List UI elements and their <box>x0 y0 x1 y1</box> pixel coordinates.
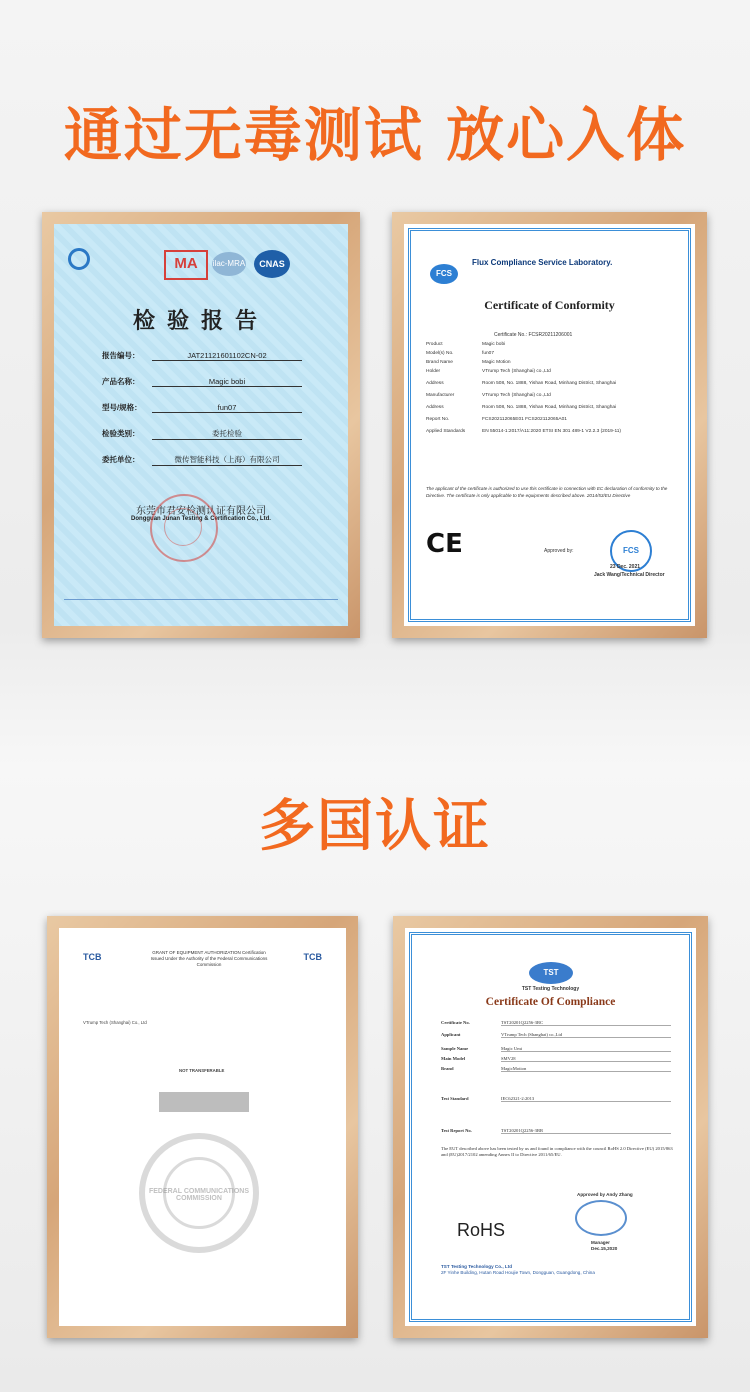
lab-logo-icon <box>68 248 90 270</box>
cert-field: Brand MagicMotion <box>441 1066 681 1072</box>
cert-field: Report No. FCS202112065E01 FCS202112065A01 <box>426 417 567 422</box>
rohs-mark: RoHS <box>457 1220 506 1240</box>
headline-certifications: 多国认证 <box>259 794 491 859</box>
report-row: 检验类别： 委托检验 <box>102 428 322 440</box>
issuer-address: 2F Yinhe Building, Hutan Road Houjie Town, Dongguan, Guangdong, China <box>441 1270 595 1275</box>
cnas-mark: CNAS <box>254 250 290 278</box>
cert-field: Sample Name Magic Umi <box>441 1046 681 1052</box>
ilac-mark: ilac-MRA <box>212 252 246 276</box>
signer-name: Jack Wang/Technical Director <box>594 572 665 578</box>
rohs-certificate-title: Certificate Of Compliance <box>485 996 616 1008</box>
cert-field: Brand Name Magic Motion <box>426 360 511 365</box>
tst-logo-icon: TST <box>529 962 573 984</box>
approved-by-label: Approved by: <box>544 548 574 554</box>
compliance-statement: The EUT described above has been tested by us and found in compliance with the council RoHS 2.0 Directive (EU) 2015/863 and (EU)2017/2102 amending Annex II to Directive 2011/65/EU. <box>441 1146 673 1157</box>
cert-field: Holder VTrump Tech (Shanghai) co.,Ltd <box>426 369 551 374</box>
ce-certificate-paper <box>404 224 695 626</box>
cert-field: Product Magic bobi <box>426 342 506 347</box>
tst-company-short: TST Testing Technology <box>521 986 580 992</box>
issuer-name-cn: 东莞市君安检测认证有限公司 <box>136 506 266 517</box>
certificate-frame-fcc <box>47 916 358 1338</box>
manager-label: Manager <box>591 1240 610 1245</box>
fcs-logo-icon: FCS <box>430 264 458 284</box>
cert-field: Applied Standards EN 55014-1:2017/A11:2020 ETSI EN 301 489-1 V2.2.3 (2019-11) <box>426 429 622 434</box>
issuer-name-en: Dongguan Junan Testing & Certification Co., Ltd. <box>131 516 271 522</box>
rohs-certificate-paper <box>405 928 696 1326</box>
signature-seal-icon <box>575 1200 627 1236</box>
report-footer <box>64 599 338 602</box>
issuer-footer <box>441 1264 681 1276</box>
manager-block <box>591 1240 617 1252</box>
certificate-border <box>408 228 691 622</box>
cma-mark: MA <box>164 250 208 280</box>
conformity-note: The applicant of the certificate is authorized to use this certificate in connection with EC declaration of conformity to the Directive. The certificate is only applicable to the equipments described above. 2014/53/EU Directive <box>426 486 668 498</box>
ce-mark: CE <box>426 529 463 559</box>
ce-certificate-title: Certificate of Conformity <box>484 298 615 312</box>
test-report-paper <box>54 224 348 626</box>
report-row: 委托单位： 微传智能科技（上海）有限公司 <box>102 454 322 466</box>
redacted-block <box>159 1092 249 1112</box>
cert-field: Address Room 508, No. 1888, Yishan Road, Minhang District, Shanghai <box>426 381 617 386</box>
tcb-label-left: TCB <box>83 952 102 962</box>
report-title: 检验报告 <box>132 309 269 334</box>
cert-field: Model(s) No. fun07 <box>426 351 495 356</box>
report-row: 型号/规格： fun07 <box>102 402 322 413</box>
cert-field: Applicant VTrump Tech (Shanghai) co.,Ltd <box>441 1032 681 1038</box>
lab-name: Flux Compliance Service Laboratory. <box>472 258 613 267</box>
grantee-name: VTrump Tech (Shanghai) Co., Ltd <box>83 1020 147 1025</box>
cert-field: Address Room 508, No. 1888, Yishan Road, Minhang District, Shanghai <box>426 405 617 410</box>
certificate-frame-ce <box>392 212 707 638</box>
report-row: 报告编号： JAT21121601102CN-02 <box>102 350 322 361</box>
issue-date: Dec.15,2020 <box>591 1246 618 1251</box>
issue-date: 23 Dec. 2021 <box>610 564 641 570</box>
red-seal-inner-icon <box>164 508 202 546</box>
issuer-name: TST Testing Technology Co., Ltd <box>441 1264 513 1269</box>
fcc-grant-paper <box>59 928 346 1326</box>
headline-nontoxic: 通过无毒测试 放心入体 <box>63 101 687 169</box>
grant-heading: GRANT OF EQUIPMENT AUTHORIZATION Certification Issued Under the Authority of the Federal Communications Commission <box>150 950 268 967</box>
tcb-label-right: TCB <box>303 952 322 962</box>
fcs-stamp-icon: FCS <box>610 530 652 572</box>
approved-by-label: Approved by Andy Zhang <box>577 1192 633 1197</box>
cert-field: Manufacturer VTrump Tech (Shanghai) co.,Ltd <box>426 393 551 398</box>
certificate-frame-rohs <box>393 916 708 1338</box>
cert-field: Main Model SMV28 <box>441 1056 681 1062</box>
cert-field: Certificate No. TST20201Q2256-3RC <box>441 1020 681 1026</box>
cert-field: Test Report No. TST20201Q2256-3RR <box>441 1128 681 1134</box>
fcc-seal-text: FEDERAL COMMUNICATIONS COMMISSION <box>148 1188 250 1202</box>
not-transferable-label: NOT TRANSFERABLE <box>179 1068 225 1073</box>
certificate-frame-test-report <box>42 212 360 638</box>
certificate-number: Certificate No.: FCSR20211206001 <box>494 332 573 338</box>
report-row: 产品名称： Magic bobi <box>102 376 322 387</box>
cert-field: Test Standard IEC62321-2:2013 <box>441 1096 681 1102</box>
